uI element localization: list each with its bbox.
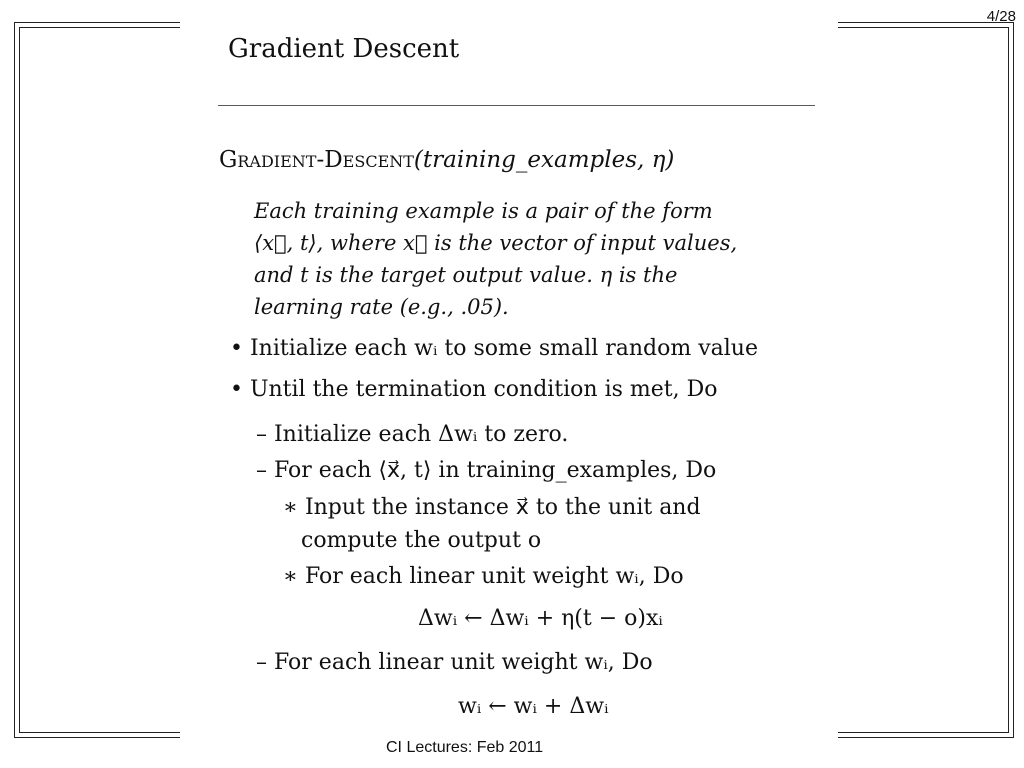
step-for-each-weight-inner: ∗ For each linear unit weight wᵢ, Do <box>283 564 684 589</box>
step-input-instance: ∗ Input the instance x⃗ to the unit and <box>283 495 701 520</box>
step-initialize-deltas: – Initialize each Δwᵢ to zero. <box>256 422 569 447</box>
step-initialize-weights: • Initialize each wᵢ to some small random value <box>230 336 758 361</box>
step-for-each-example: – For each ⟨x⃗, t⟩ in training_examples, Do <box>256 458 717 483</box>
algorithm-description <box>254 195 737 323</box>
frame-gap-top <box>180 18 838 32</box>
step-for-each-weight-outer: – For each linear unit weight wᵢ, Do <box>256 650 653 675</box>
description-line: and t is the target output value. η is the <box>254 263 678 287</box>
page-number: 4/28 <box>986 8 1016 25</box>
algorithm-name: Gradient-Descent <box>219 147 414 173</box>
slide-title: Gradient Descent <box>228 34 460 64</box>
weight-update-equation: wᵢ ← wᵢ + Δwᵢ <box>458 694 609 719</box>
algorithm-args: (training_examples, η) <box>413 147 675 173</box>
delta-update-equation: Δwᵢ ← Δwᵢ + η(t − o)xᵢ <box>418 606 663 631</box>
description-line: Each training example is a pair of the form <box>254 199 713 223</box>
step-until-termination: • Until the termination condition is met, Do <box>230 377 718 402</box>
step-compute-output: compute the output o <box>301 528 542 553</box>
description-line: ⟨x⃗, t⟩, where x⃗ is the vector of input values, <box>254 231 738 255</box>
footer-text: CI Lectures: Feb 2011 <box>386 739 544 756</box>
description-line: learning rate (e.g., .05). <box>254 295 509 319</box>
algorithm-heading <box>219 147 674 173</box>
title-rule <box>218 105 815 106</box>
